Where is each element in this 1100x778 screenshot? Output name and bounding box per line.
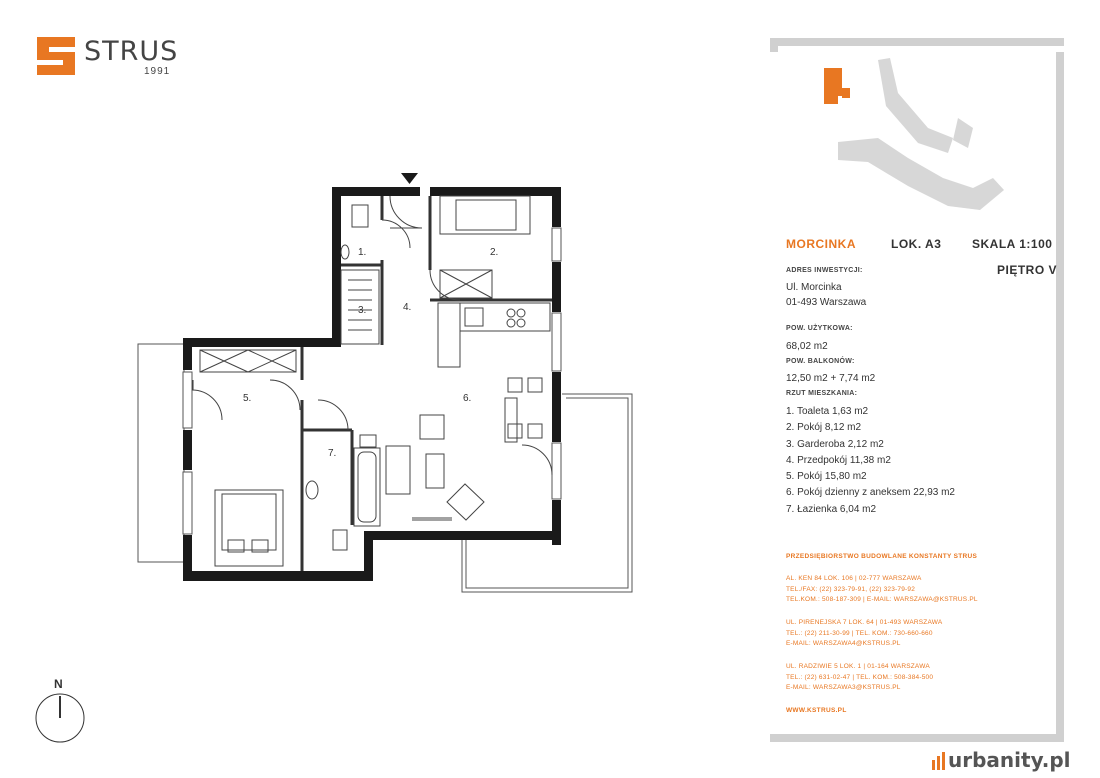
- room-label-7: 7.: [328, 448, 337, 459]
- office-line: UL. RADZIWIE 5 LOK. 1 | 01-164 WARSZAWA: [786, 663, 930, 670]
- beds: [215, 196, 530, 566]
- room-label-6: 6.: [463, 393, 472, 404]
- balcony-area-value: 12,50 m2 + 7,74 m2: [786, 373, 876, 384]
- room-item: 1. Toaleta 1,63 m2: [786, 406, 869, 417]
- room-label-1: 1.: [358, 247, 367, 258]
- door-swings: [192, 196, 552, 475]
- site-plan-icon: [824, 58, 1004, 210]
- north-compass-icon: [30, 672, 90, 747]
- watermark: urbanity.pl: [948, 748, 1071, 772]
- investment-name: MORCINKA: [786, 237, 856, 251]
- balcony-right: [462, 394, 632, 592]
- usable-area-value: 68,02 m2: [786, 341, 828, 352]
- address-label: ADRES INWESTYCJI:: [786, 267, 863, 274]
- wardrobes: [200, 270, 492, 372]
- address-city: 01-493 Warszawa: [786, 297, 867, 308]
- room-item: 2. Pokój 8,12 m2: [786, 422, 862, 434]
- floor-label: PIĘTRO V: [997, 263, 1058, 277]
- office-line: TEL.KOM.: 508-187-309 | E-MAIL: WARSZAWA@KSTRUS.PL: [786, 596, 978, 603]
- kitchen: [438, 303, 550, 367]
- balcony-left: [138, 344, 184, 562]
- room-item: 5. Pokój 15,80 m2: [786, 471, 867, 483]
- logo-name: STRUS: [84, 36, 179, 67]
- office-line: AL. KEN 84 LOK. 106 | 02-777 WARSZAWA: [786, 575, 922, 582]
- room-item: 7. Łazienka 6,04 m2: [786, 503, 877, 515]
- windows: [183, 228, 561, 534]
- room-item: 6. Pokój dzienny z aneksem 22,93 m2: [786, 487, 955, 499]
- office-block: [786, 618, 942, 650]
- bathroom-fixtures: [306, 205, 380, 550]
- office-line: TEL./FAX: (22) 323-79-91, (22) 323-79-92: [786, 585, 916, 593]
- compass-label: N: [54, 677, 63, 691]
- entrance-arrow-icon: [401, 173, 418, 184]
- scale-label: SKALA 1:100: [972, 237, 1053, 251]
- unit-number: LOK. A3: [891, 237, 942, 251]
- office-line: TEL.: (22) 211-30-99 | TEL. KOM.: 730-660-660: [786, 629, 933, 637]
- rooms-label: RZUT MIESZKANIA:: [786, 390, 858, 397]
- balcony-area-label: POW. BALKONÓW:: [786, 358, 855, 365]
- rooms-list: [786, 404, 955, 518]
- office-line: TEL.: (22) 631-02-47 | TEL. KOM.: 508-384-500: [786, 673, 934, 681]
- room-label-5: 5.: [243, 393, 252, 404]
- office-line: E-MAIL: WARSZAWA4@KSTRUS.PL: [786, 640, 901, 647]
- urbanity-logo-icon: [932, 752, 946, 770]
- office-block: [786, 574, 978, 606]
- company-name: PRZEDSIĘBIORSTWO BUDOWLANE KONSTANTY STRUS: [786, 553, 978, 560]
- address-block: [786, 280, 866, 310]
- room-label-4: 4.: [403, 302, 412, 313]
- office-line: UL. PIRENEJSKA 7 LOK. 64 | 01-493 WARSZAWA: [786, 619, 943, 626]
- room-label-2: 2.: [490, 247, 499, 258]
- address-street: Ul. Morcinka: [786, 282, 842, 293]
- room-item: 4. Przedpokój 11,38 m2: [786, 454, 891, 466]
- logo-year: 1991: [144, 66, 171, 77]
- room-label-3: 3.: [358, 305, 367, 316]
- office-block: [786, 662, 933, 694]
- usable-area-label: POW. UŻYTKOWA:: [786, 325, 853, 332]
- website-link[interactable]: WWW.KSTRUS.PL: [786, 707, 847, 714]
- office-line: E-MAIL: WARSZAWA3@KSTRUS.PL: [786, 684, 901, 691]
- room-item: 3. Garderoba 2,12 m2: [786, 438, 884, 450]
